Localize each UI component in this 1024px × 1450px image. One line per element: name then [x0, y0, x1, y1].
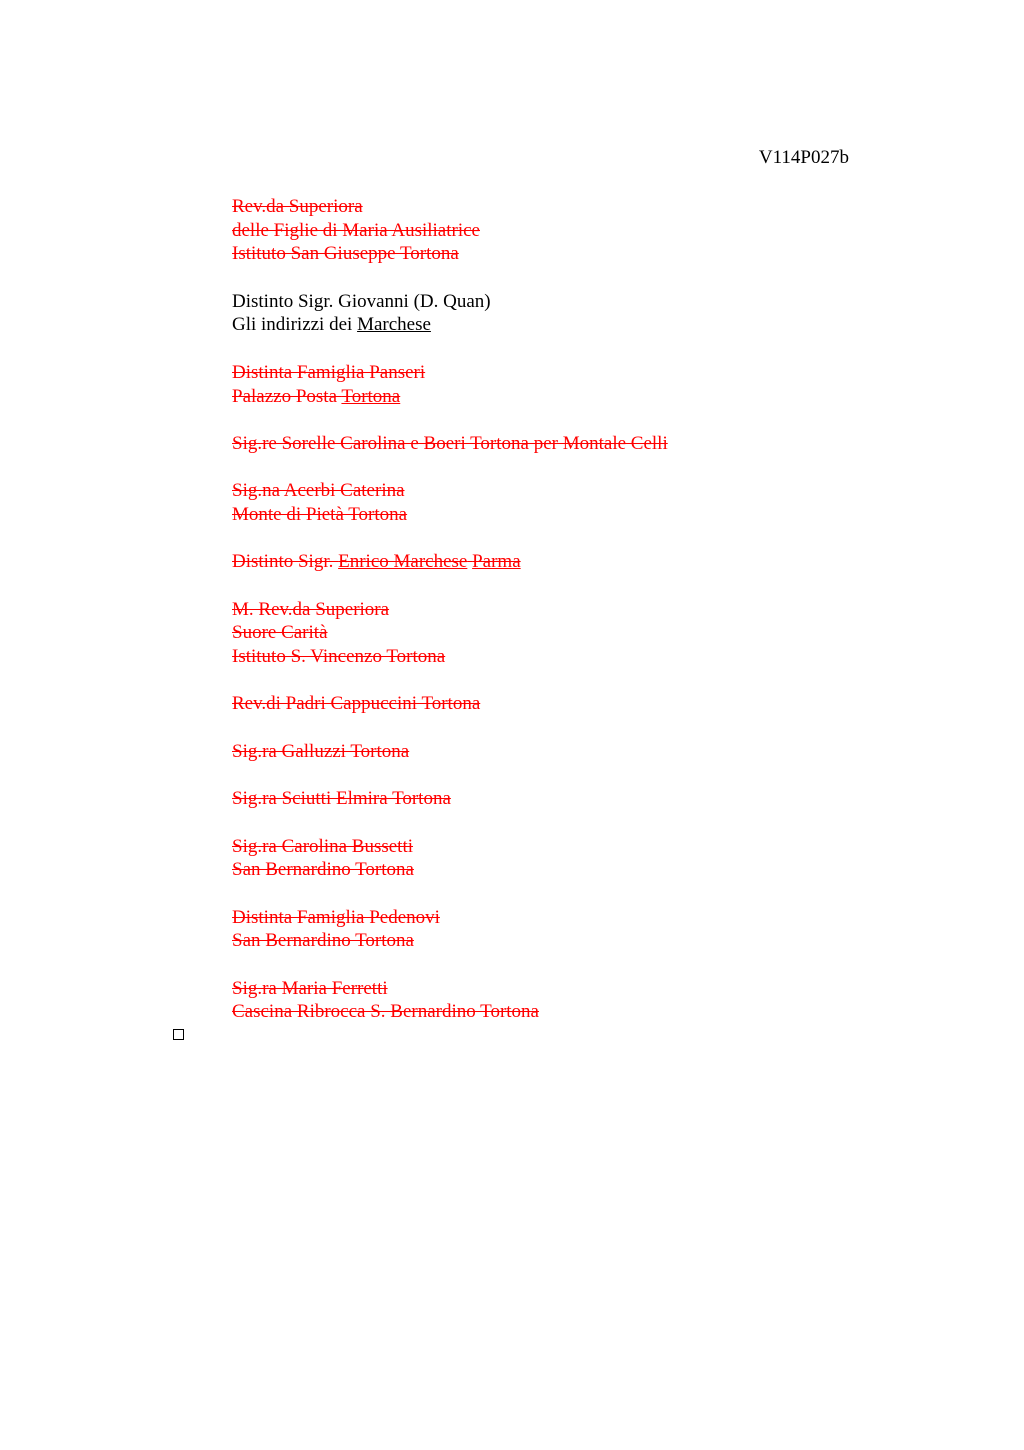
text-segment: Parma [472, 551, 521, 573]
text-segment: Distinta Famiglia Pedenovi [232, 906, 440, 928]
address-line [232, 550, 932, 574]
address-list [232, 195, 932, 1024]
address-line [232, 977, 932, 1001]
text-segment: Cascina Ribrocca S. Bernardino Tortona [232, 1001, 539, 1023]
block-gap [232, 266, 932, 290]
block-gap [232, 408, 932, 432]
checkbox[interactable] [173, 1029, 184, 1040]
text-segment: delle Figlie di Maria Ausiliatrice [232, 219, 480, 241]
address-line [232, 361, 932, 385]
address-line [232, 621, 932, 645]
block-gap [232, 882, 932, 906]
address-line [232, 645, 932, 669]
text-segment: San Bernardino Tortona [232, 859, 414, 881]
address-line [232, 290, 932, 314]
address-line [232, 195, 932, 219]
address-line [232, 432, 932, 456]
text-segment: Tortona [341, 385, 401, 407]
address-line [232, 906, 932, 930]
text-segment: Sig.na Acerbi Caterina [232, 480, 405, 502]
text-segment: San Bernardino Tortona [232, 930, 414, 952]
address-line [232, 503, 932, 527]
text-segment: M. Rev.da Superiora [232, 598, 390, 620]
address-line [232, 929, 932, 953]
block-gap [232, 716, 932, 740]
text-segment: Distinto Sigr. [232, 551, 339, 573]
address-line [232, 219, 932, 243]
address-line [232, 1000, 932, 1024]
block-gap [232, 574, 932, 598]
address-line [232, 313, 932, 337]
text-segment: Istituto San Giuseppe Tortona [232, 243, 459, 265]
text-segment: Sig.ra Carolina Bussetti [232, 835, 414, 857]
page-id: V114P027b [758, 147, 849, 168]
text-segment: Distinta Famiglia Panseri [232, 361, 426, 383]
text-segment: Marchese [357, 314, 431, 336]
block-gap [232, 456, 932, 480]
text-segment: Sig.ra Galluzzi Tortona [232, 740, 410, 762]
address-line [232, 242, 932, 266]
address-line [232, 385, 932, 409]
block-gap [232, 527, 932, 551]
text-segment: Sig.ra Maria Ferretti [232, 977, 388, 999]
text-segment: Sig.ra Sciutti Elmira Tortona [232, 788, 451, 810]
address-line [232, 598, 932, 622]
address-line [232, 858, 932, 882]
address-line [232, 740, 932, 764]
block-gap [232, 669, 932, 693]
address-line [232, 692, 932, 716]
block-gap [232, 764, 932, 788]
text-segment: Gli indirizzi dei [232, 314, 358, 336]
text-segment: Enrico Marchese [338, 551, 468, 573]
text-segment: Palazzo Posta [232, 385, 342, 407]
block-gap [232, 953, 932, 977]
text-segment: Sig.re Sorelle Carolina e Boeri Tortona per Montale Celli [232, 432, 668, 454]
text-segment: Distinto Sigr. Giovanni (D. Quan) [232, 290, 491, 312]
text-segment: Rev.di Padri Cappuccini Tortona [232, 693, 481, 715]
address-line [232, 835, 932, 859]
address-line [232, 787, 932, 811]
text-segment: Istituto S. Vincenzo Tortona [232, 646, 446, 668]
text-segment: Rev.da Superiora [232, 196, 363, 217]
text-segment: Monte di Pietà Tortona [232, 503, 408, 525]
address-line [232, 479, 932, 503]
text-segment: Suore Carità [232, 622, 328, 644]
block-gap [232, 811, 932, 835]
block-gap [232, 337, 932, 361]
